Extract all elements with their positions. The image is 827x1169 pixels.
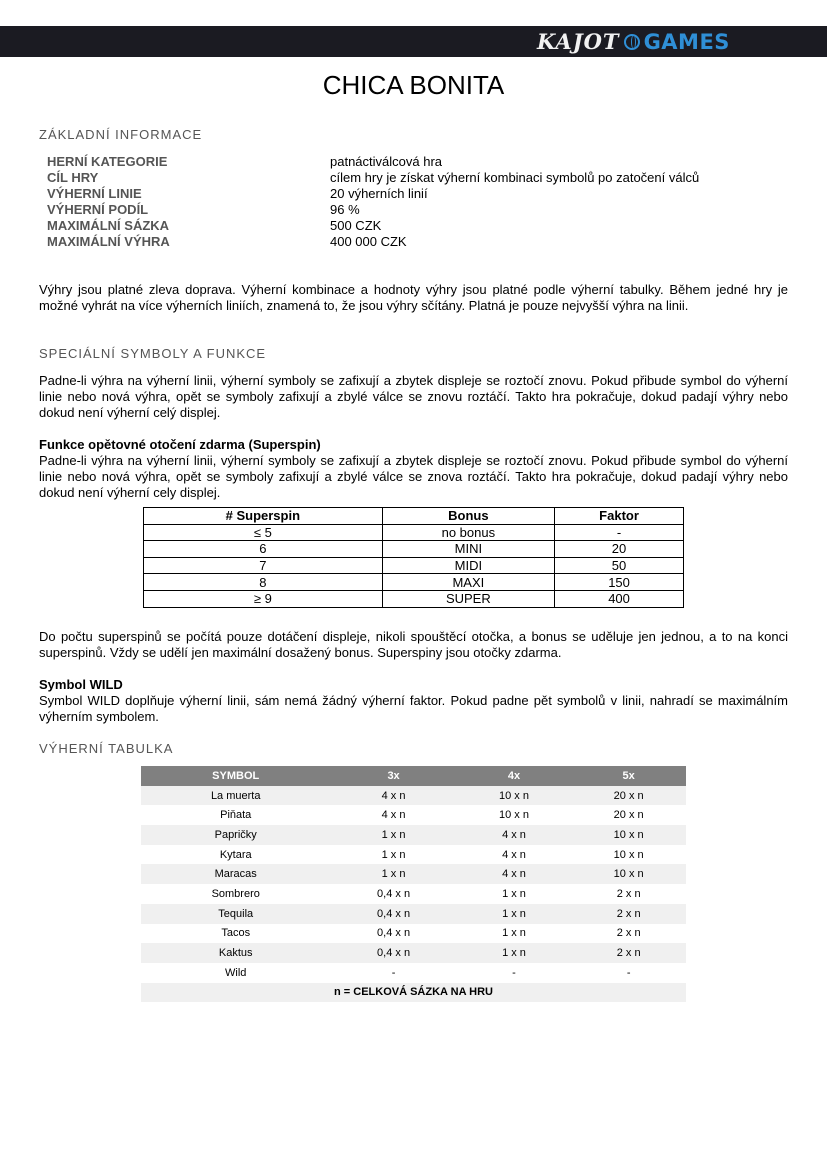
basic-paragraph: Výhry jsou platné zleva doprava. Výherní kombinace a hodnoty výhry jsou platné podle výherní tabulky. Během jedné hry je možné vyhrát na více výherních liniích, znamená to, že jsou výhry sčítány. Platná je pouze nejvyšší výhra na linii. <box>39 282 788 313</box>
table-cell: 10 x n <box>499 809 529 822</box>
table-footer-row <box>141 983 686 1003</box>
column-header: Faktor <box>555 508 684 525</box>
column-header: SYMBOL <box>141 766 330 786</box>
info-value: 96 % <box>330 202 360 217</box>
table-row <box>141 904 686 924</box>
table-cell: 20 x n <box>571 786 686 806</box>
logo-text-games: GAMES <box>643 29 730 54</box>
table-cell: 7 <box>144 557 383 574</box>
table-cell: 8 <box>144 574 383 591</box>
info-label: VÝHERNÍ PODÍL <box>47 202 149 217</box>
table-cell: 50 <box>555 557 684 574</box>
table-cell: Tequila <box>141 904 330 924</box>
table-cell: 0,4 x n <box>377 887 411 900</box>
table-cell: 10 x n <box>571 864 686 884</box>
table-cell: Wild <box>225 966 247 979</box>
globe-icon <box>624 34 640 50</box>
table-row <box>141 845 686 865</box>
section-heading-basic: ZÁKLADNÍ INFORMACE <box>39 127 203 142</box>
info-label: MAXIMÁLNÍ SÁZKA <box>47 218 170 233</box>
table-cell: 2 x n <box>571 943 686 963</box>
table-cell: 1 x n <box>502 927 526 940</box>
table-cell: MIDI <box>382 557 554 574</box>
column-header: 3x <box>330 766 456 786</box>
table-row <box>141 825 686 845</box>
table-row <box>141 864 686 884</box>
table-row <box>144 557 684 574</box>
table-cell: 10 x n <box>457 786 572 806</box>
table-row <box>141 805 686 825</box>
table-cell: MAXI <box>382 574 554 591</box>
table-row <box>141 963 686 983</box>
table-cell: SUPER <box>382 590 554 607</box>
table-cell: 10 x n <box>571 825 686 845</box>
table-row <box>141 924 686 944</box>
column-header: 5x <box>571 766 686 786</box>
info-row <box>47 154 699 170</box>
superspin-table <box>143 507 684 608</box>
table-cell: 1 x n <box>457 943 572 963</box>
table-cell: 4 x n <box>502 848 526 861</box>
table-row <box>141 943 686 963</box>
table-cell: - <box>555 524 684 541</box>
table-cell: 2 x n <box>616 927 641 940</box>
column-header: # Superspin <box>144 508 383 525</box>
table-cell: MINI <box>382 541 554 558</box>
kajot-games-logo <box>537 29 730 54</box>
table-cell: 2 x n <box>571 904 686 924</box>
superspin-heading: Funkce opětovné otočení zdarma (Superspin) <box>39 437 321 452</box>
paytable-footer-note: n = CELKOVÁ SÁZKA NA HRU <box>141 983 686 1003</box>
table-cell: ≥ 9 <box>144 590 383 607</box>
table-cell: 4 x n <box>381 809 406 822</box>
table-cell: 1 x n <box>381 848 406 861</box>
table-cell: 1 x n <box>457 904 572 924</box>
table-cell: Maracas <box>141 864 330 884</box>
table-cell: Sombrero <box>211 887 260 900</box>
table-cell: - <box>391 966 396 979</box>
info-label: HERNÍ KATEGORIE <box>47 154 168 169</box>
info-value: patnáctiválcová hra <box>330 154 443 169</box>
superspin-note: Do počtu superspinů se počítá pouze dotáčení displeje, nikoli spouštěcí otočka, a bonus se uděluje jen jednou, a to na konci superspinů. Vždy se udělí jen maximální dosažený bonus. Superspiny jsou otočky zdarma. <box>39 629 788 660</box>
info-value: 500 CZK <box>330 218 382 233</box>
header-bar <box>0 26 827 57</box>
table-cell: La muerta <box>141 786 330 806</box>
table-row <box>144 541 684 558</box>
info-label: CÍL HRY <box>47 170 99 185</box>
table-cell: 0,4 x n <box>330 904 456 924</box>
table-cell: 1 x n <box>502 887 526 900</box>
info-value: cílem hry je získat výherní kombinaci symbolů po zatočení válců <box>330 170 700 185</box>
info-value: 400 000 CZK <box>330 234 407 249</box>
table-cell: Papričky <box>141 825 330 845</box>
logo-text-kajot: KAJOT <box>537 29 620 54</box>
superspin-paragraph: Padne-li výhra na výherní linii, výherní symboly se zafixují a zbytek displeje se roztočí znovu. Pokud přibude symbol do výherní linie nebo nová výhra, opět se symboly zafixují a zbylé válce se znova roztáčí. Takto hra pokračuje, dokud padají výhry nebo dokud není výherní cely displej. <box>39 453 788 500</box>
table-row <box>141 786 686 806</box>
info-row <box>47 218 699 234</box>
table-cell: Kytara <box>219 848 252 861</box>
wild-heading: Symbol WILD <box>39 677 123 692</box>
table-cell: 0,4 x n <box>330 943 456 963</box>
table-cell: no bonus <box>382 524 554 541</box>
table-cell: 4 x n <box>330 786 456 806</box>
table-cell: 0,4 x n <box>377 927 411 940</box>
info-row <box>47 202 699 218</box>
table-cell: 1 x n <box>330 825 456 845</box>
table-cell: 20 x n <box>613 809 644 822</box>
table-cell: 6 <box>144 541 383 558</box>
table-cell: Tacos <box>221 927 251 940</box>
table-cell: ≤ 5 <box>144 524 383 541</box>
info-row <box>47 186 699 202</box>
table-row <box>144 574 684 591</box>
section-heading-special: SPECIÁLNÍ SYMBOLY A FUNKCE <box>39 346 267 361</box>
table-cell: 400 <box>555 590 684 607</box>
table-row <box>144 524 684 541</box>
basic-info-list <box>47 154 699 250</box>
table-cell: - <box>512 966 516 979</box>
table-row <box>144 590 684 607</box>
table-row <box>141 884 686 904</box>
section-heading-paytable: VÝHERNÍ TABULKA <box>39 741 174 756</box>
info-row <box>47 234 699 250</box>
table-cell: - <box>626 966 631 979</box>
page-title: CHICA BONITA <box>322 70 505 100</box>
column-header: 4x <box>457 766 572 786</box>
table-cell: 10 x n <box>613 848 644 861</box>
table-cell: 4 x n <box>457 825 572 845</box>
info-label: MAXIMÁLNÍ VÝHRA <box>47 234 170 249</box>
table-header-row <box>144 508 684 525</box>
info-row <box>47 170 699 186</box>
table-cell: Kaktus <box>141 943 330 963</box>
table-cell: 20 <box>555 541 684 558</box>
column-header: Bonus <box>382 508 554 525</box>
table-cell: 2 x n <box>616 887 641 900</box>
info-value: 20 výherních linií <box>330 186 428 201</box>
paytable <box>141 766 686 1002</box>
table-cell: 4 x n <box>457 864 572 884</box>
table-cell: 1 x n <box>330 864 456 884</box>
special-paragraph: Padne-li výhra na výherní linii, výherní symboly se zafixují a zbytek displeje se roztočí znovu. Pokud přibude symbol do výherní linie nebo nová výhra, opět se symboly zafixují a zbylé válce se znovu roztáčí. Takto hra pokračuje, dokud padají výhry nebo dokud není výherní celý displej. <box>39 373 788 420</box>
table-cell: 150 <box>555 574 684 591</box>
wild-paragraph: Symbol WILD doplňuje výherní linii, sám nemá žádný výherní faktor. Pokud padne pět symbolů v linii, nahradí se maximálním výherním symbolem. <box>39 693 788 724</box>
table-cell: Piňata <box>220 809 252 822</box>
table-header-row <box>141 766 686 786</box>
info-label: VÝHERNÍ LINIE <box>47 186 142 201</box>
